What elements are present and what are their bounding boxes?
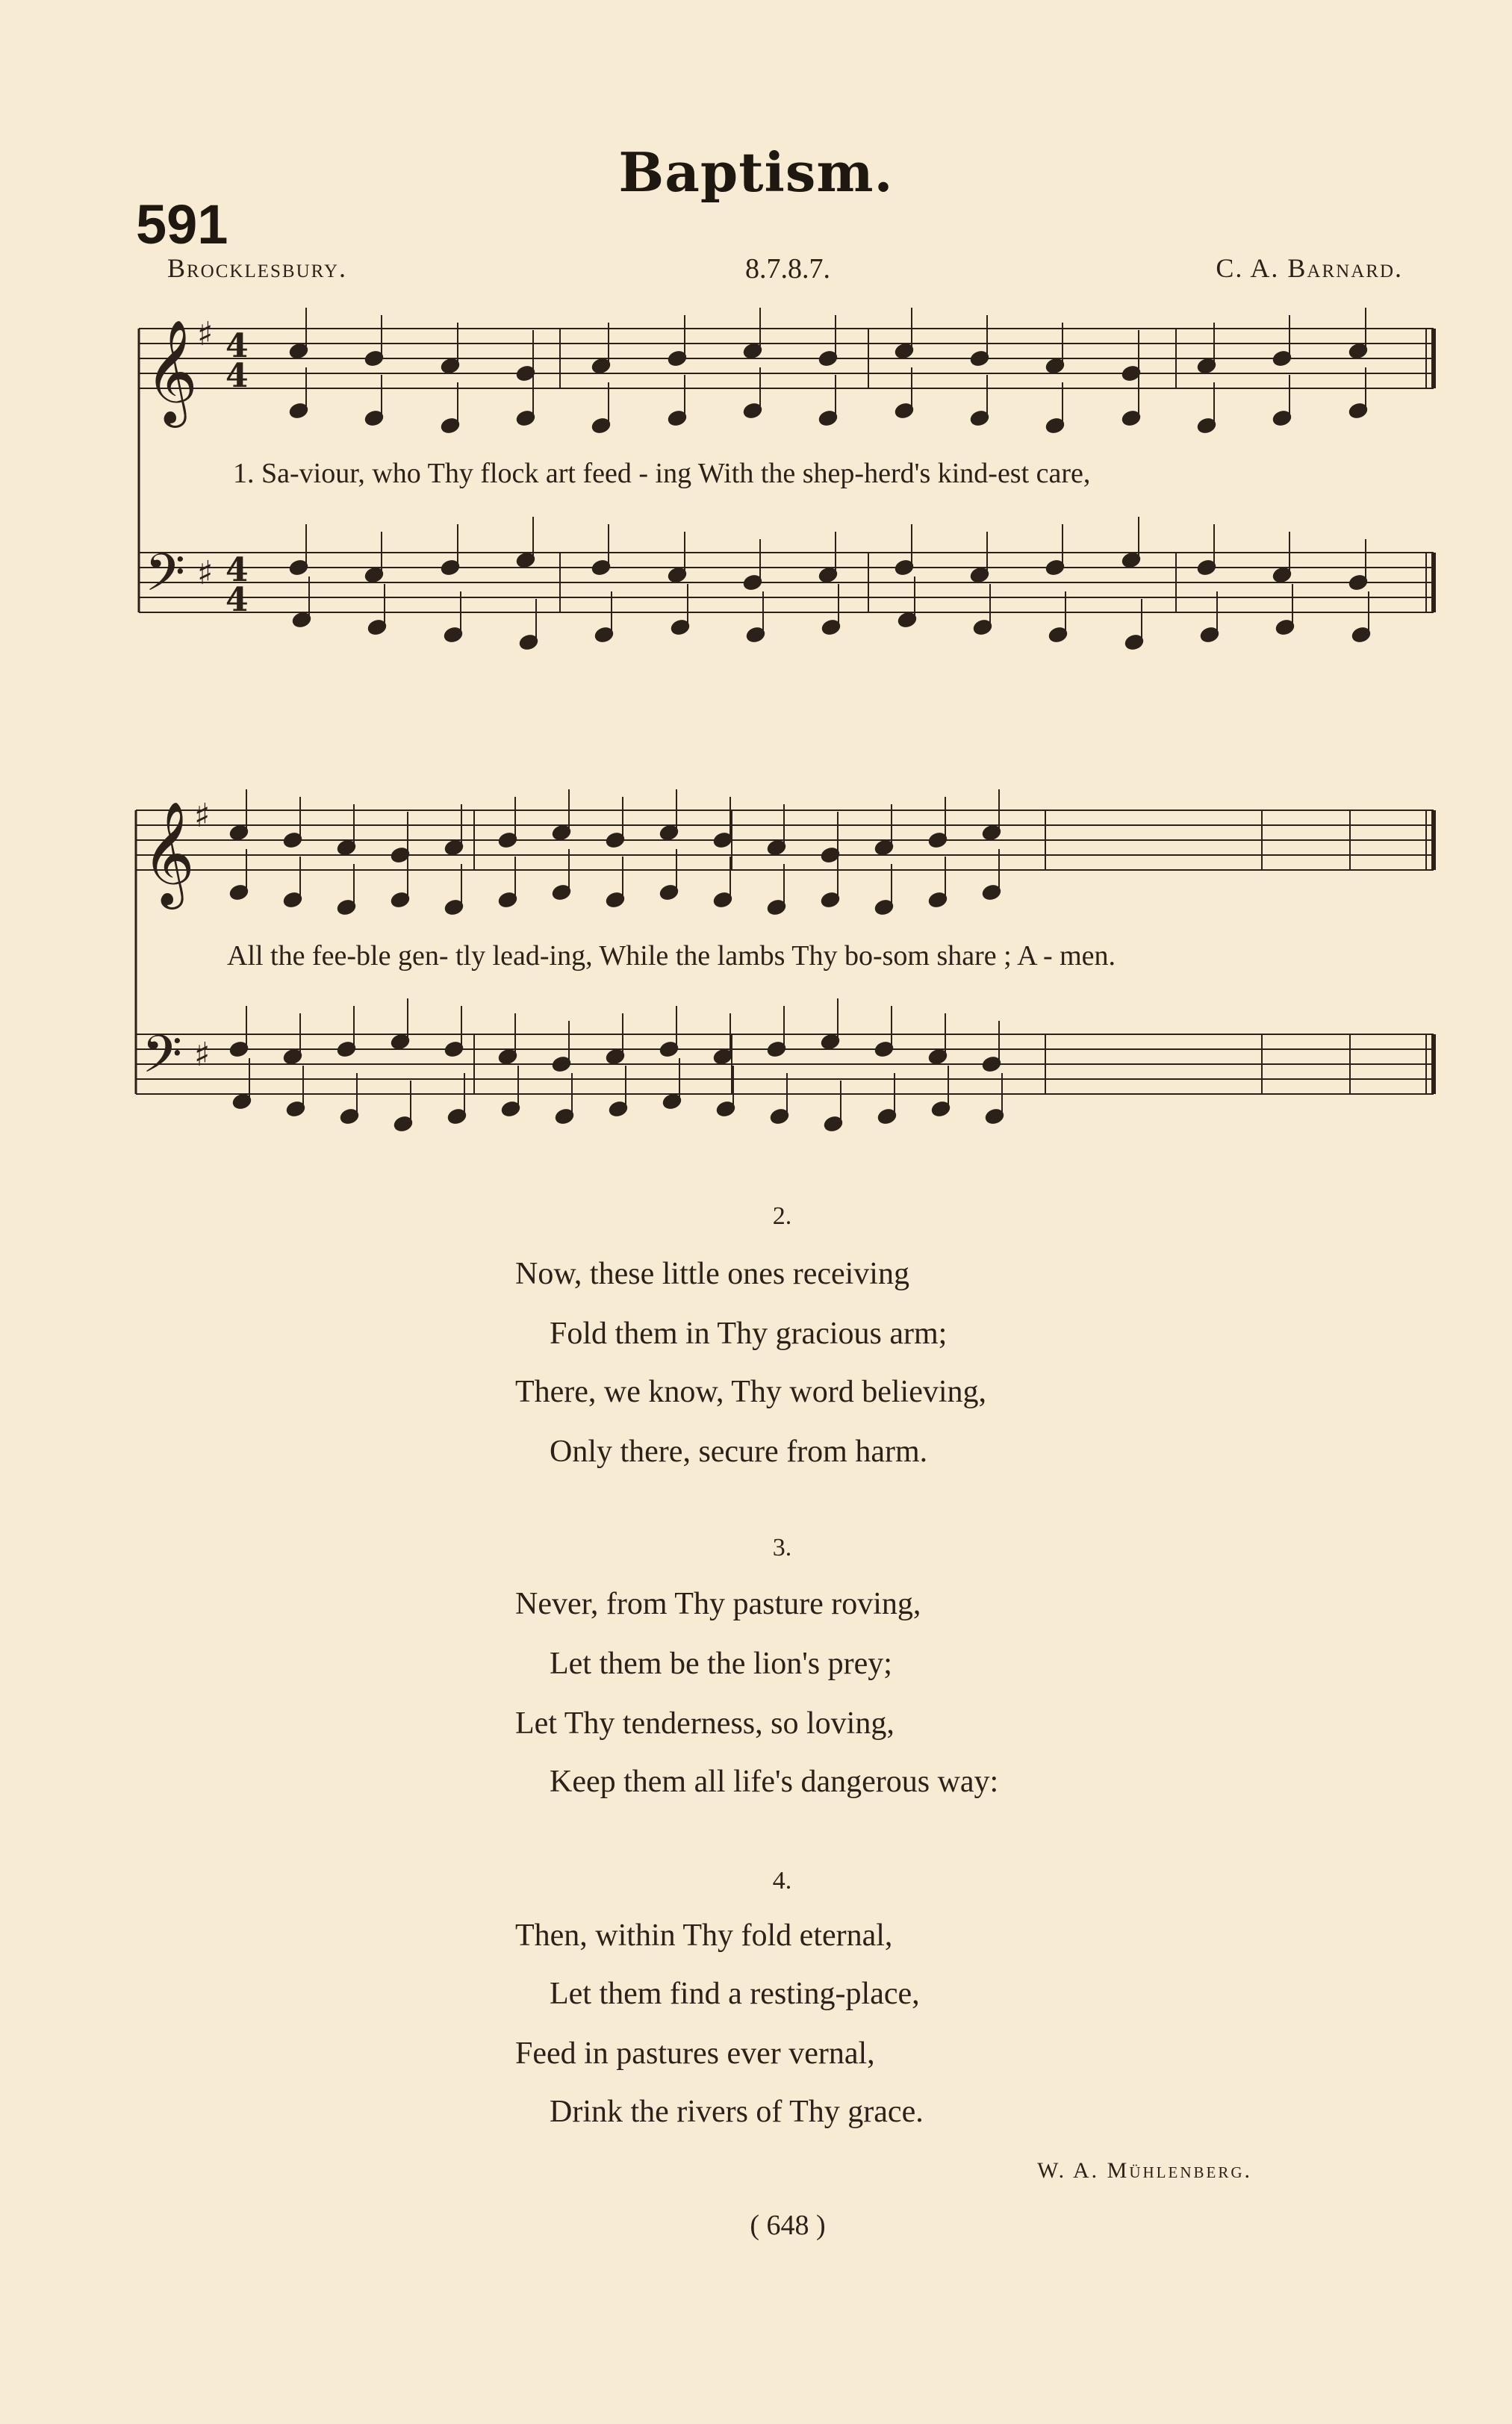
stanza-line: Feed in pastures ever vernal, — [515, 2036, 875, 2071]
time-signature: 4 — [225, 551, 249, 589]
time-signature: 4 — [225, 357, 249, 395]
stanza-line: Never, from Thy pasture roving, — [515, 1587, 921, 1621]
stanza-number: 4. — [772, 1867, 792, 1895]
sharp-sign: ♯ — [197, 315, 214, 353]
lyrics-line-2: All the fee-ble gen- tly lead-ing, While the lambs Thy bo-som share ; A - men. — [227, 940, 1116, 972]
time-signature: 4 — [225, 581, 249, 619]
stanza-line: Fold them in Thy gracious arm; — [550, 1317, 948, 1351]
composer: C. A. Barnard. — [1216, 253, 1403, 283]
stanza-number: 3. — [772, 1534, 792, 1561]
stanza-number: 2. — [772, 1202, 792, 1230]
treble-clef: 𝄞 — [145, 320, 198, 423]
hymn-author: W. A. Mühlenberg. — [1037, 2158, 1252, 2183]
sharp-sign: ♯ — [194, 797, 211, 835]
sharp-sign: ♯ — [194, 1036, 211, 1074]
stanza-line: Now, these little ones receiving — [515, 1257, 909, 1291]
stanza-line: Let them be the lion's prey; — [550, 1647, 892, 1681]
lyrics-line-1: 1. Sa-viour, who Thy flock art feed - ing With the shep-herd's kind-est care, — [233, 458, 1091, 489]
stanza-line: Only there, secure from harm. — [550, 1435, 928, 1469]
tune-name: Brocklesbury. — [167, 253, 347, 283]
bass-clef: 𝄢 — [142, 1024, 183, 1097]
page-number: ( 648 ) — [750, 2210, 826, 2241]
hymn-number: 591 — [136, 193, 228, 255]
music-score — [0, 0, 1512, 1210]
time-signature: 4 — [225, 327, 249, 365]
sharp-sign: ♯ — [197, 554, 214, 592]
stanza-line: Let them find a resting-place, — [550, 1977, 920, 2011]
stanza-line: There, we know, Thy word believing, — [515, 1375, 987, 1409]
stanza-line: Then, within Thy fold eternal, — [515, 1918, 893, 1953]
stanza-line: Keep them all life's dangerous way: — [550, 1765, 999, 1799]
section-title: Baptism. — [618, 140, 894, 204]
treble-clef: 𝄞 — [142, 801, 195, 905]
stanza-line: Let Thy tenderness, so loving, — [515, 1706, 895, 1741]
stanza-line: Drink the rivers of Thy grace. — [550, 2095, 924, 2129]
meter: 8.7.8.7. — [745, 253, 830, 285]
bass-clef: 𝄢 — [145, 542, 186, 615]
